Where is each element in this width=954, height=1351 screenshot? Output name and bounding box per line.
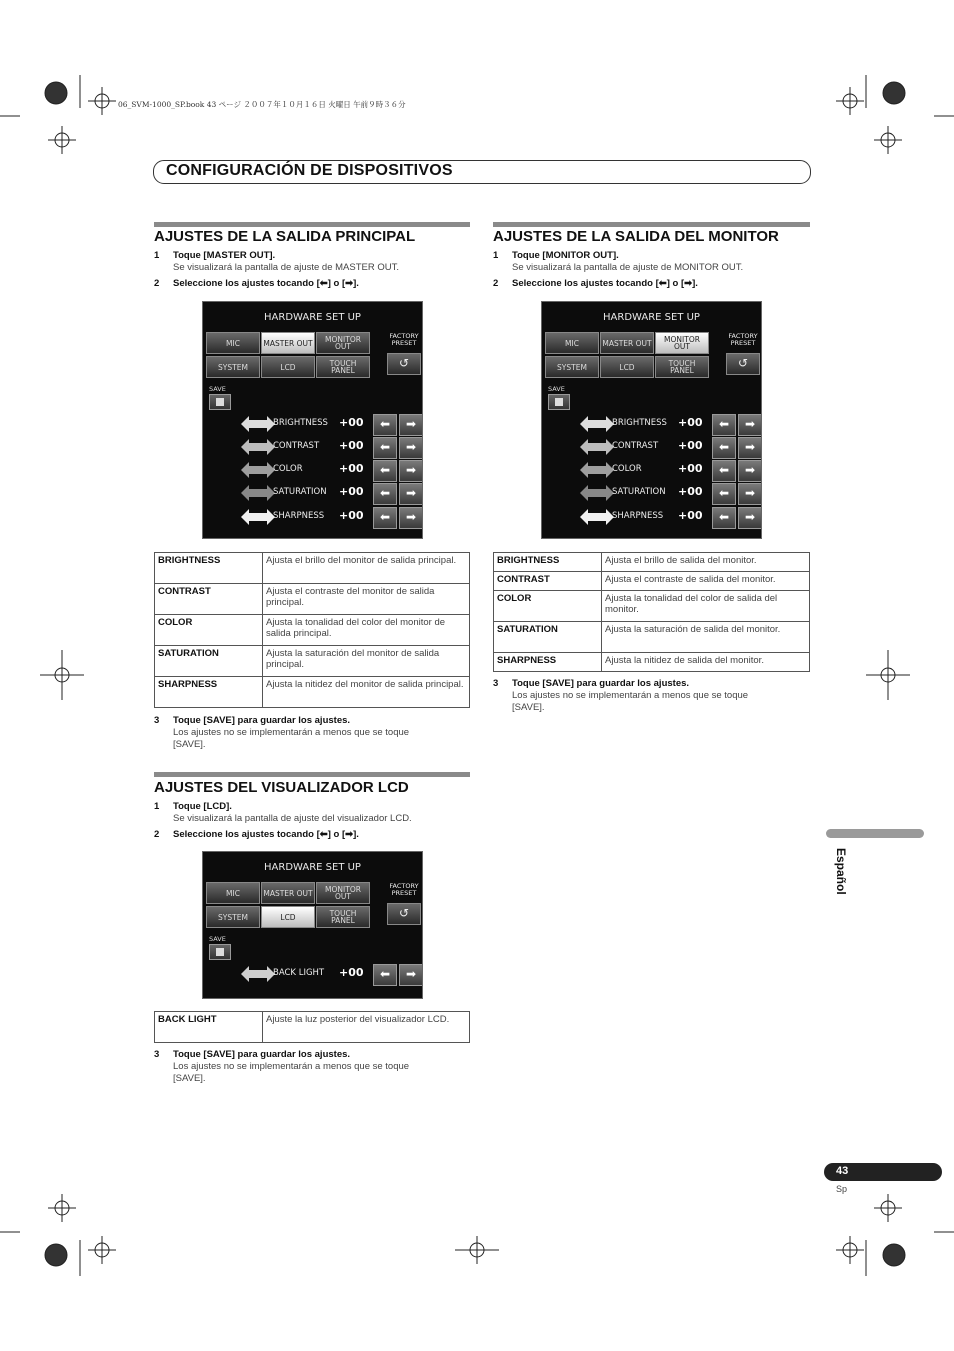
monitor-out-button[interactable]: MONITOR OUT [316,882,370,904]
hardware-setup-screen-monitor [541,301,762,539]
section-heading-lcd: AJUSTES DEL VISUALIZADOR LCD [154,779,409,796]
row-value: +00 [678,462,703,475]
touch-panel-button[interactable]: TOUCH PANEL [316,906,370,928]
row-value: +00 [339,416,364,429]
step-1: 1 Toque [LCD]. Se visualizará la pantalla de ajuste del visualizador LCD. [154,801,412,824]
row-value: +00 [339,485,364,498]
section-divider [154,772,470,777]
row-value: +00 [339,439,364,452]
system-button[interactable]: SYSTEM [206,906,260,928]
save-button[interactable] [548,385,576,411]
right-arrow-button[interactable]: ➡ [738,460,762,482]
setting-row-saturation [241,483,423,503]
table-row [494,572,810,591]
row-value: +00 [339,462,364,475]
double-arrow-icon [241,438,275,456]
table-row [155,553,470,584]
left-arrow-button[interactable]: ⬅ [373,414,397,436]
right-arrow-button[interactable]: ➡ [738,507,762,529]
section-heading-principal: AJUSTES DE LA SALIDA PRINCIPAL [154,228,416,245]
row-label: CONTRAST [612,441,659,451]
setting-row-backlight [241,964,423,984]
table-value: Ajusta el brillo de salida del monitor. [602,553,810,572]
row-label: SATURATION [612,487,666,497]
table-value: Ajusta la tonalidad del color del monitor de salida principal. [263,615,470,646]
settings-table-monitor [493,552,810,672]
right-arrow-button[interactable]: ➡ [399,460,423,482]
lcd-button[interactable]: LCD [261,356,315,378]
book-info-line: 06_SVM-1000_SP.book 43 ページ ２００７年１０月１６日 火曜日 午前９時３６分 [118,100,406,109]
reset-icon[interactable]: ↺ [387,903,421,925]
step-2: 2 Seleccione los ajustes tocando [⬅] o [➡]. [154,829,359,840]
row-label: BACK LIGHT [273,968,325,978]
table-row [155,615,470,646]
setting-row-color [241,460,423,480]
monitor-out-button[interactable]: MONITOR OUT [655,332,709,354]
table-key: COLOR [494,591,602,622]
table-key: SHARPNESS [494,653,602,672]
double-arrow-icon [580,438,614,456]
page-title: CONFIGURACIÓN DE DISPOSITIVOS [166,162,453,179]
double-arrow-icon [580,415,614,433]
row-value: +00 [339,509,364,522]
table-row [494,622,810,653]
left-arrow-button[interactable]: ⬅ [712,483,736,505]
table-key: SATURATION [494,622,602,653]
double-arrow-icon [241,965,275,983]
master-out-button[interactable]: MASTER OUT [261,332,315,354]
row-label: CONTRAST [273,441,320,451]
table-row [155,584,470,615]
factory-preset[interactable] [387,333,421,379]
table-row [494,553,810,572]
table-key: CONTRAST [155,584,263,615]
right-arrow-button[interactable]: ➡ [399,483,423,505]
right-arrow-button[interactable]: ➡ [738,483,762,505]
master-out-button[interactable]: MASTER OUT [261,882,315,904]
step-3: 3 Toque [SAVE] para guardar los ajustes. Los ajustes no se implementarán a menos que se toque [SAVE]. [154,715,410,750]
master-out-button[interactable]: MASTER OUT [600,332,654,354]
floppy-icon [548,394,570,410]
screen-title: HARDWARE SET UP [264,862,361,873]
left-arrow-button[interactable]: ⬅ [712,460,736,482]
floppy-icon [209,394,231,410]
touch-panel-button[interactable]: TOUCH PANEL [316,356,370,378]
right-arrow-button[interactable]: ➡ [399,437,423,459]
row-label: BRIGHTNESS [612,418,667,428]
page-title-bar [153,160,811,184]
left-arrow-button[interactable]: ⬅ [373,507,397,529]
system-button[interactable]: SYSTEM [545,356,599,378]
table-value: Ajusta la nitidez de salida del monitor. [602,653,810,672]
left-arrow-button[interactable]: ⬅ [373,964,397,986]
mic-button[interactable]: MIC [545,332,599,354]
settings-table-lcd [154,1011,470,1043]
table-key: BRIGHTNESS [494,553,602,572]
section-divider [493,222,810,227]
row-value: +00 [678,485,703,498]
setting-row-saturation [580,483,762,503]
row-value: +00 [339,966,364,979]
setting-row-contrast [580,437,762,457]
row-label: SATURATION [273,487,327,497]
row-label: SHARPNESS [612,511,664,521]
step-3: 3 Toque [SAVE] para guardar los ajustes. Los ajustes no se implementarán a menos que se toque [SAVE]. [154,1049,410,1084]
right-arrow-button[interactable]: ➡ [738,437,762,459]
row-label: COLOR [273,464,303,474]
save-button[interactable] [209,935,237,961]
side-tab-bar [826,829,924,838]
factory-preset-label: FACTORY PRESET [389,882,419,897]
setting-row-brightness [241,414,423,434]
step-3: 3 Toque [SAVE] para guardar los ajustes. Los ajustes no se implementarán a menos que se toque [SAVE]. [493,678,749,713]
save-label: SAVE [209,385,226,393]
lcd-button[interactable]: LCD [261,906,315,928]
double-arrow-icon [580,508,614,526]
right-arrow-button[interactable]: ➡ [399,507,423,529]
double-arrow-icon [241,508,275,526]
table-key: COLOR [155,615,263,646]
table-row [155,646,470,677]
step-2: 2 Seleccione los ajustes tocando [⬅] o [➡]. [154,278,359,289]
table-value: Ajusta la saturación del monitor de salida principal. [263,646,470,677]
double-arrow-icon [580,484,614,502]
right-arrow-button[interactable]: ➡ [399,414,423,436]
floppy-icon [209,944,231,960]
left-arrow-button[interactable]: ⬅ [373,437,397,459]
hardware-setup-screen-lcd [202,851,423,999]
left-arrow-button[interactable]: ⬅ [712,437,736,459]
reset-icon[interactable]: ↺ [726,353,760,375]
section-divider [154,222,470,227]
row-label: SHARPNESS [273,511,325,521]
left-arrow-button[interactable]: ⬅ [712,507,736,529]
table-value: Ajusta el contraste del monitor de salida principal. [263,584,470,615]
factory-preset[interactable] [387,883,421,929]
table-key: SHARPNESS [155,677,263,708]
system-button[interactable]: SYSTEM [206,356,260,378]
lcd-button[interactable]: LCD [600,356,654,378]
table-row [494,591,810,622]
step-1: 1 Toque [MONITOR OUT]. Se visualizará la pantalla de ajuste de MONITOR OUT. [493,250,744,273]
side-tab-language: Español [834,848,848,895]
row-value: +00 [678,509,703,522]
table-key: CONTRAST [494,572,602,591]
double-arrow-icon [241,461,275,479]
row-value: +00 [678,416,703,429]
screen-title: HARDWARE SET UP [264,312,361,323]
settings-table-principal [154,552,470,708]
right-arrow-button[interactable]: ➡ [399,964,423,986]
double-arrow-icon [580,461,614,479]
screen-title: HARDWARE SET UP [603,312,700,323]
setting-row-brightness [580,414,762,434]
step-1: 1 Toque [MASTER OUT]. Se visualizará la pantalla de ajuste de MASTER OUT. [154,250,399,273]
save-label: SAVE [209,935,226,943]
double-arrow-icon [241,415,275,433]
left-arrow-button[interactable]: ⬅ [373,460,397,482]
mic-button[interactable]: MIC [206,332,260,354]
table-value: Ajusta la tonalidad del color de salida del monitor. [602,591,810,622]
right-arrow-button[interactable]: ➡ [738,414,762,436]
row-label: BRIGHTNESS [273,418,328,428]
double-arrow-icon [241,484,275,502]
table-row [155,677,470,708]
touch-panel-button[interactable]: TOUCH PANEL [655,356,709,378]
page-number-badge [824,1163,942,1181]
table-value: Ajusta el contraste de salida del monitor. [602,572,810,591]
factory-preset-label: FACTORY PRESET [389,332,419,347]
reset-icon[interactable]: ↺ [387,353,421,375]
mic-button[interactable]: MIC [206,882,260,904]
table-row [155,1012,470,1043]
hardware-setup-screen-master [202,301,423,539]
table-key: BRIGHTNESS [155,553,263,584]
table-value: Ajusta la nitidez del monitor de salida principal. [263,677,470,708]
table-key: BACK LIGHT [155,1012,263,1043]
setting-row-contrast [241,437,423,457]
table-value: Ajusta el brillo del monitor de salida principal. [263,553,470,584]
save-button[interactable] [209,385,237,411]
factory-preset[interactable] [726,333,760,379]
row-value: +00 [678,439,703,452]
section-heading-monitor: AJUSTES DE LA SALIDA DEL MONITOR [493,228,779,245]
save-label: SAVE [548,385,565,393]
table-row [494,653,810,672]
setting-row-sharpness [241,507,423,527]
row-label: COLOR [612,464,642,474]
table-value: Ajusta la saturación de salida del monitor. [602,622,810,653]
page-number: 43 [836,1165,849,1177]
monitor-out-button[interactable]: MONITOR OUT [316,332,370,354]
left-arrow-button[interactable]: ⬅ [373,483,397,505]
table-key: SATURATION [155,646,263,677]
step-2: 2 Seleccione los ajustes tocando [⬅] o [➡]. [493,278,698,289]
page-language-code: Sp [836,1184,848,1194]
factory-preset-label: FACTORY PRESET [728,332,758,347]
setting-row-sharpness [580,507,762,527]
setting-row-color [580,460,762,480]
left-arrow-button[interactable]: ⬅ [712,414,736,436]
table-value: Ajuste la luz posterior del visualizador LCD. [263,1012,470,1043]
